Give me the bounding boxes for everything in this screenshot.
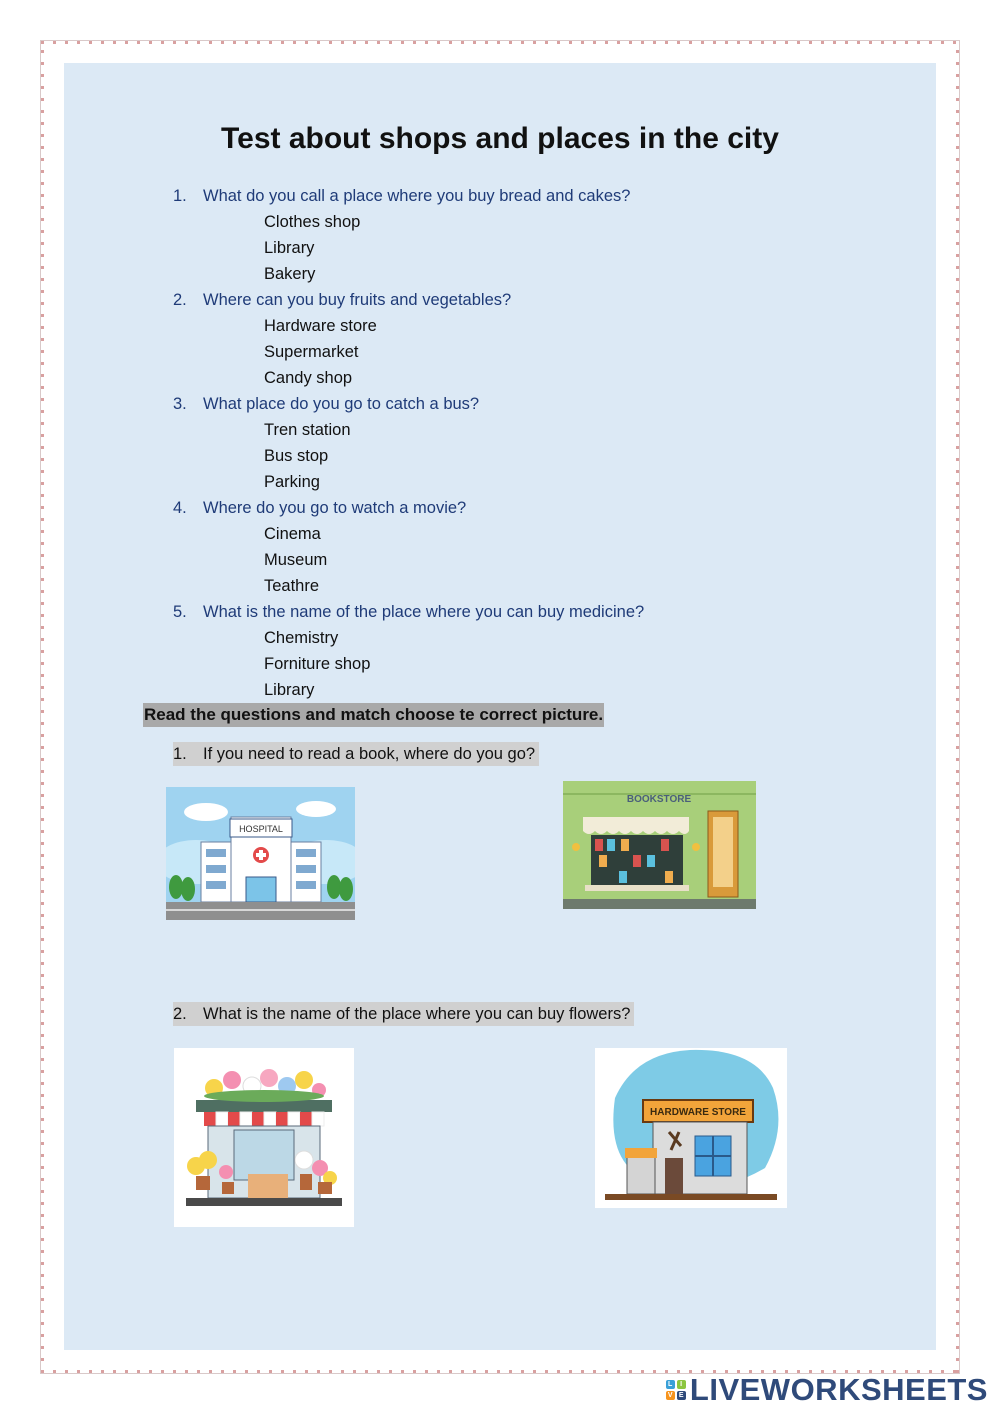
question-number: 4. bbox=[173, 499, 187, 517]
answer-option[interactable]: Teathre bbox=[264, 577, 320, 595]
question-text: What place do you go to catch a bus? bbox=[203, 395, 480, 413]
logo-letter: I bbox=[677, 1380, 686, 1389]
bookstore-sign: BOOKSTORE bbox=[626, 794, 692, 805]
answer-option[interactable]: Library bbox=[264, 239, 315, 257]
question-text: Where can you buy fruits and vegetables? bbox=[203, 291, 512, 309]
question-number: 2. bbox=[173, 291, 187, 309]
hardware-store-sign: HARDWARE STORE bbox=[650, 1107, 746, 1118]
answer-option[interactable]: Clothes shop bbox=[264, 213, 361, 231]
question-text: If you need to read a book, where do you go? bbox=[203, 745, 536, 763]
question-text: What do you call a place where you buy bread and cakes? bbox=[203, 187, 631, 205]
answer-option[interactable]: Tren station bbox=[264, 421, 351, 439]
instruction-heading: Read the questions and match choose te correct picture. bbox=[143, 703, 604, 727]
brand-name: LIVEWORKSHEETS bbox=[689, 1372, 988, 1407]
answer-option[interactable]: Candy shop bbox=[264, 369, 353, 387]
logo-letter: V bbox=[667, 1392, 673, 1399]
question-block-4 bbox=[173, 495, 773, 599]
question-number: 1. bbox=[173, 187, 187, 205]
brand-logo bbox=[666, 1372, 988, 1408]
page-title: Test about shops and places in the city bbox=[221, 122, 779, 155]
liveworksheets-logo-icon bbox=[666, 1380, 686, 1400]
question-number: 2. bbox=[173, 1005, 187, 1023]
question-number: 1. bbox=[173, 745, 187, 763]
answer-option[interactable]: Bakery bbox=[264, 265, 316, 283]
match-question-2 bbox=[173, 1002, 634, 1026]
question-list bbox=[173, 183, 773, 703]
question-block-3 bbox=[173, 391, 773, 495]
question bbox=[173, 287, 773, 313]
hospital-sign: HOSPITAL bbox=[239, 824, 283, 834]
question bbox=[173, 391, 773, 417]
answer-option[interactable]: Supermarket bbox=[264, 343, 359, 361]
question-number: 3. bbox=[173, 395, 187, 413]
flower-shop-picture[interactable] bbox=[174, 1048, 354, 1227]
answer-option[interactable]: Library bbox=[264, 681, 315, 699]
question-number: 5. bbox=[173, 603, 187, 621]
question bbox=[173, 183, 773, 209]
question-block-5 bbox=[173, 599, 773, 703]
hospital-picture[interactable] bbox=[166, 787, 355, 920]
question-text: What is the name of the place where you can buy medicine? bbox=[203, 603, 645, 621]
logo-letter: L bbox=[666, 1380, 675, 1389]
question-text: Where do you go to watch a movie? bbox=[203, 499, 467, 517]
answer-option[interactable]: Chemistry bbox=[264, 629, 339, 647]
match-question-1 bbox=[173, 742, 539, 766]
bookstore-picture[interactable] bbox=[563, 781, 756, 909]
answer-option[interactable]: Bus stop bbox=[264, 447, 329, 465]
hardware-store-picture[interactable] bbox=[595, 1048, 787, 1208]
answer-option[interactable]: Cinema bbox=[264, 525, 321, 543]
answer-option[interactable]: Museum bbox=[264, 551, 328, 569]
answer-option[interactable]: Parking bbox=[264, 473, 320, 491]
question bbox=[173, 599, 773, 625]
question bbox=[173, 495, 773, 521]
answer-option[interactable]: Hardware store bbox=[264, 317, 377, 335]
question-text: What is the name of the place where you can buy flowers? bbox=[203, 1005, 631, 1023]
question-block-2 bbox=[173, 287, 773, 391]
logo-letter: E bbox=[678, 1392, 684, 1399]
answer-option[interactable]: Forniture shop bbox=[264, 655, 371, 673]
question-block-1 bbox=[173, 183, 773, 287]
